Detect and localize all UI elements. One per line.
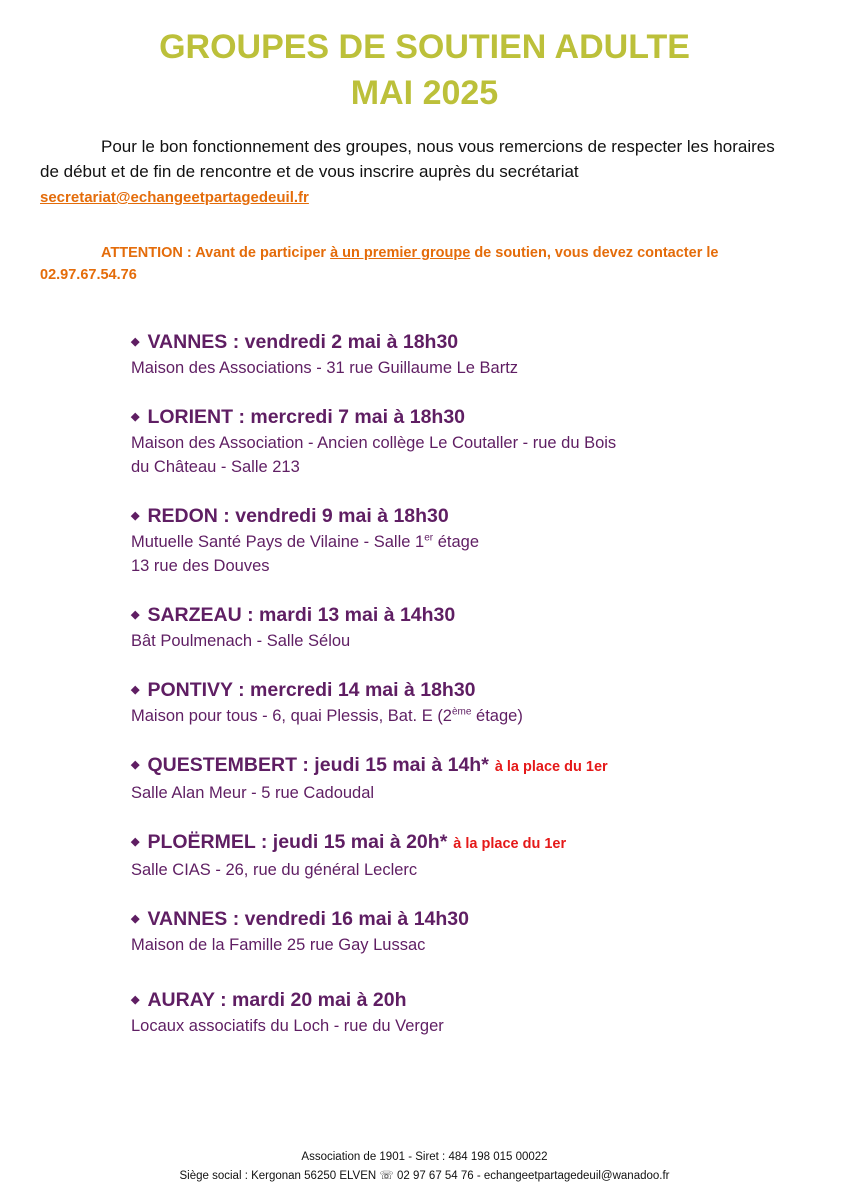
event-address-superscript: er [424,532,434,544]
event-heading: VANNES : vendredi 16 mai à 14h30 [147,908,469,930]
page-title: GROUPES DE SOUTIEN ADULTE [159,28,690,66]
event-item [131,328,791,380]
event-item [131,676,791,728]
attention-notice [40,242,780,286]
footer-contact-line: Siège social : Kergonan 56250 ELVEN ☏ 02 97 67 54 76 - echangeetpartagedeuil@wanadoo.fr [179,1170,670,1182]
event-address: Locaux associatifs du Loch - rue du Verger [131,1017,444,1035]
event-address-text-end: étage [433,533,479,551]
event-address: Bât Poulmenach - Salle Sélou [131,632,351,650]
event-item [131,751,791,805]
diamond-bullet-icon: ◆ [131,411,140,423]
event-item [131,828,791,882]
event-item [131,403,791,479]
diamond-bullet-icon: ◆ [131,684,140,696]
diamond-bullet-icon: ◆ [131,510,140,522]
event-address-text-end: étage) [471,707,523,725]
event-address-text: Mutuelle Santé Pays de Vilaine - Salle 1 [131,533,425,551]
event-address: Salle CIAS - 26, rue du général Leclerc [131,861,418,879]
event-change-note: à la place du 1er [453,836,567,852]
event-address: Maison des Associations - 31 rue Guillaume Le Bartz [131,359,519,377]
diamond-bullet-icon: ◆ [131,759,140,771]
event-address: Salle Alan Meur - 5 rue Cadoudal [131,784,375,802]
event-heading: VANNES : vendredi 2 mai à 18h30 [147,331,459,353]
event-heading: SARZEAU : mardi 13 mai à 14h30 [147,604,456,626]
page-footer [0,1148,849,1186]
event-change-note: à la place du 1er [494,759,608,775]
event-address-superscript: ème [452,706,472,718]
event-item [131,905,791,957]
diamond-bullet-icon: ◆ [131,336,140,348]
event-list [131,328,791,1038]
event-address: Maison des Association - Ancien collège Le Coutaller - rue du Bois [131,434,617,452]
diamond-bullet-icon: ◆ [131,913,140,925]
footer-association-line: Association de 1901 - Siret : 484 198 015 00022 [301,1151,548,1163]
event-item [131,502,791,578]
event-address: Maison de la Famille 25 rue Gay Lussac [131,936,426,954]
diamond-bullet-icon: ◆ [131,609,140,621]
event-heading: PLOËRMEL : jeudi 15 mai à 20h* [147,831,448,853]
attention-text-2: de soutien, vous devez contacter le 02.97.67.54.76 [40,245,719,283]
attention-text-1: ATTENTION : Avant de participer [101,245,327,261]
event-address-line2: du Château - Salle 213 [131,458,300,476]
event-item [131,986,791,1038]
event-heading: AURAY : mardi 20 mai à 20h [147,989,407,1011]
event-heading: QUESTEMBERT : jeudi 15 mai à 14h* [147,754,489,776]
attention-text-underlined: à un premier groupe [330,245,471,261]
event-address [131,704,791,728]
diamond-bullet-icon: ◆ [131,994,140,1006]
diamond-bullet-icon: ◆ [131,836,140,848]
event-address-line2: 13 rue des Douves [131,557,270,575]
event-heading: REDON : vendredi 9 mai à 18h30 [147,505,449,527]
event-heading: LORIENT : mercredi 7 mai à 18h30 [147,406,466,428]
intro-text: Pour le bon fonctionnement des groupes, nous vous remercions de respecter les horaires de début et de fin de rencontre et de vous inscrire auprès du secrétariat [40,137,775,181]
event-item [131,601,791,653]
secretariat-email-link[interactable]: secretariat@echangeetpartagedeuil.fr [40,189,309,206]
event-address [131,530,791,554]
page-subtitle-month: MAI 2025 [350,74,499,112]
event-address-text: Maison pour tous - 6, quai Plessis, Bat. E (2 [131,707,452,725]
event-heading: PONTIVY : mercredi 14 mai à 18h30 [147,679,476,701]
intro-paragraph [40,134,780,210]
